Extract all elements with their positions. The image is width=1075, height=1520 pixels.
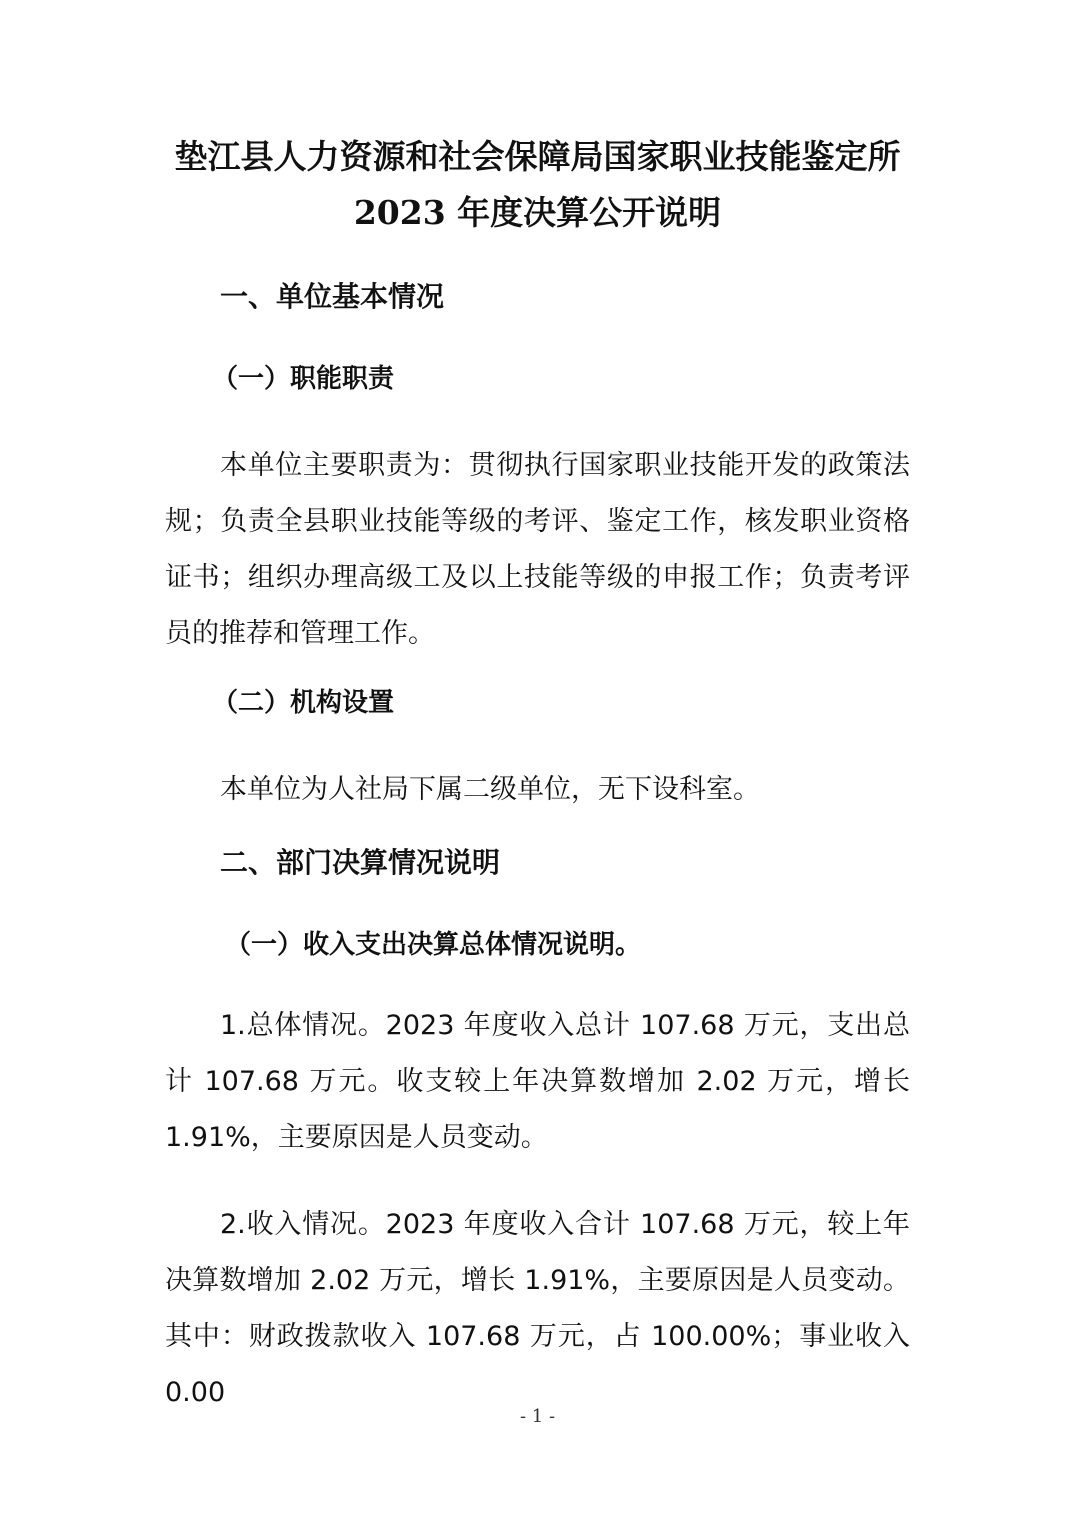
page-number: - 1 - [519,1406,556,1427]
organization-paragraph: 本单位为人社局下属二级单位，无下设科室。 [220,774,760,805]
overall-situation-text: 2023 年度收入总计 107.68 万元，支出总计 107.68 万元。收支较上年决算数增加 2.02 万元，增长 1.91%，主要原因是人员变动。 [165,1010,910,1153]
functions-paragraph: 本单位主要职责为：贯彻执行国家职业技能开发的政策法规；负责全县职业技能等级的考评、鉴定工作，核发职业资格证书；组织办理高级工及以上技能等级的申报工作；负责考评员的推荐和管理工作。 [165,450,910,649]
overall-situation-paragraph [165,998,910,1166]
document-title-line-2: 2023 年度决算公开说明 [353,193,722,232]
subsection-heading-functions: （一）职能职责 [212,364,395,394]
overall-situation-lead: 1.总体情况。 [220,1010,386,1041]
income-situation-paragraph [165,1197,910,1421]
subsection-heading-income-expense: （一）收入支出决算总体情况说明。 [225,930,642,960]
income-situation-lead: 2.收入情况。 [220,1209,386,1240]
section-heading-basic-info: 一、单位基本情况 [220,280,445,313]
document-title-line-1: 垫江县人力资源和社会保障局国家职业技能鉴定所 [174,137,901,176]
section-heading-budget: 二、部门决算情况说明 [220,846,501,879]
subsection-heading-organization: （二）机构设置 [212,688,395,718]
income-situation-text: 2023 年度收入合计 107.68 万元，较上年决算数增加 2.02 万元，增长 1.91%，主要原因是人员变动。其中：财政拨款收入 107.68 万元，占 100.00%；事业收入 0.00 [165,1209,910,1408]
